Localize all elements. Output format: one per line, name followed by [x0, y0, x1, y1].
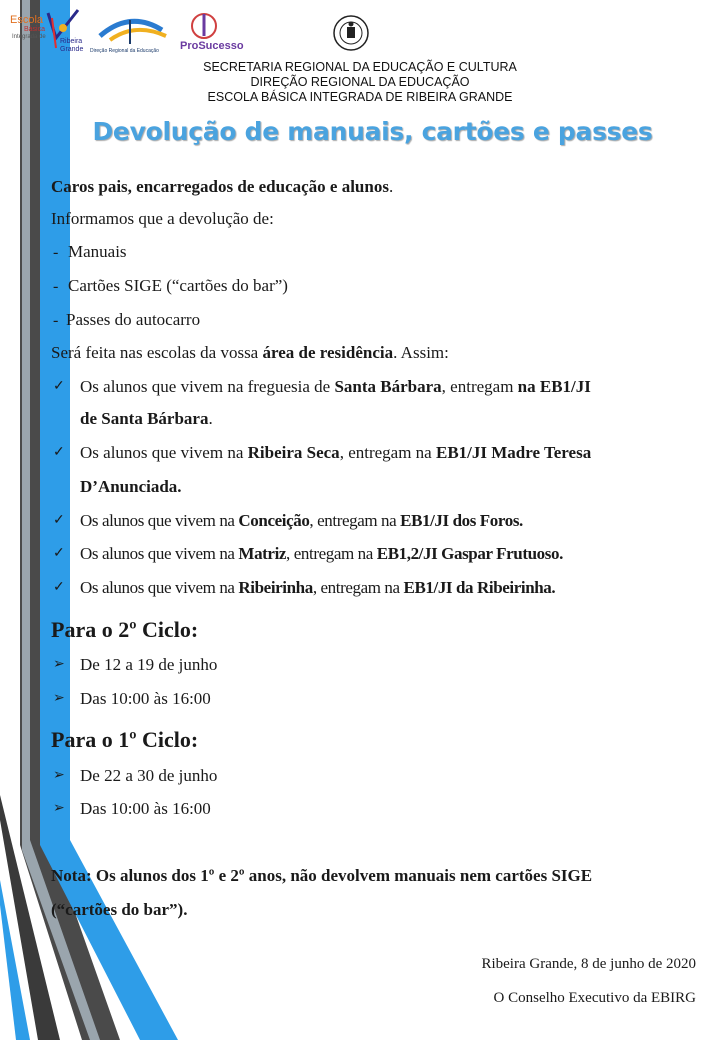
signature: O Conselho Executivo da EBIRG: [493, 990, 696, 1006]
check-icon: ✓: [53, 379, 65, 394]
entry-school: EB1/JI da Ribeirinha.: [403, 578, 556, 597]
entry-period: .: [208, 409, 213, 428]
entry-text: Os alunos que vivem na: [80, 578, 239, 597]
entry-parish: Matriz: [238, 544, 287, 563]
school-logo-text-2: Básica: [24, 26, 46, 33]
regional-education-logo-text: Direção Regional da Educação: [90, 48, 159, 54]
check-icon: ✓: [53, 445, 65, 460]
dash-marker: -: [53, 244, 59, 261]
school-entry-ribeira-seca-cont: [80, 477, 182, 497]
seal-graphic: [332, 14, 370, 52]
school-logo: [8, 8, 86, 56]
entry-parish: Santa Bárbara: [334, 377, 442, 396]
header-line-3: ESCOLA BÁSICA INTEGRADA DE RIBEIRA GRANDE: [207, 90, 513, 104]
check-icon: ✓: [53, 546, 65, 561]
list-item-manuais: Manuais: [68, 242, 127, 261]
entry-school: na EB1/JI: [517, 377, 591, 396]
entry-school-cont: D’Anunciada.: [80, 477, 182, 496]
list-item-passes: Passes do autocarro: [66, 310, 201, 329]
cycle2-hours: Das 10:00 às 16:00: [80, 689, 211, 708]
entry-text: , entregam na: [312, 578, 404, 597]
cycle2-dates: De 12 a 19 de junho: [80, 655, 218, 674]
entry-text: , entregam na: [286, 544, 377, 563]
cycle1-hours: Das 10:00 às 16:00: [80, 799, 211, 818]
entry-text: Os alunos que vivem na: [80, 443, 248, 462]
school-logo-text-1: Escola: [10, 14, 44, 26]
residence-post: . Assim:: [393, 343, 449, 362]
entry-text: , entregam na: [309, 511, 401, 530]
entry-text: Os alunos que vivem na: [80, 544, 239, 563]
date-line: Ribeira Grande, 8 de junho de 2020: [481, 956, 696, 972]
entry-school: EB1,2/JI Gaspar Frutuoso.: [376, 544, 563, 563]
entry-parish: Ribeirinha: [238, 578, 313, 597]
school-logo-text-4: Ribeira: [60, 38, 83, 45]
entry-parish: Ribeira Seca: [247, 443, 340, 462]
entry-parish: Conceição: [238, 511, 310, 530]
arrow-bullet-icon: ➢: [53, 657, 65, 672]
header-line-2: DIREÇÃO REGIONAL DA EDUCAÇÃO: [250, 75, 470, 89]
school-entry-conceicao: [80, 511, 523, 531]
logo-row: [8, 8, 708, 58]
dash-marker: -: [53, 312, 59, 329]
entry-school-cont: de Santa Bárbara: [80, 409, 209, 428]
list-item-cartoes: Cartões SIGE (“cartões do bar”): [68, 276, 288, 295]
check-icon: ✓: [53, 513, 65, 528]
note-line-1: Nota: Os alunos dos 1º e 2º anos, não devolvem manuais nem cartões SIGE: [51, 866, 593, 885]
residence-pre: Será feita nas escolas da vossa: [51, 343, 263, 362]
school-entry-ribeirinha: [80, 578, 555, 598]
entry-text: Os alunos que vivem na: [80, 511, 239, 530]
entry-text: , entregam: [441, 377, 518, 396]
azores-coat-of-arms-seal: [332, 14, 370, 52]
institution-header: [0, 60, 720, 105]
school-logo-text-3: Integrada de: [12, 34, 46, 40]
dash-marker: -: [53, 278, 59, 295]
cycle1-heading: Para o 1º Ciclo:: [51, 727, 199, 752]
check-icon: ✓: [53, 580, 65, 595]
header-line-1: SECRETARIA REGIONAL DA EDUCAÇÃO E CULTURA: [203, 60, 517, 74]
entry-school: EB1/JI dos Foros.: [400, 511, 523, 530]
regional-education-logo-graphic: [90, 14, 174, 48]
school-logo-text-5: Grande: [60, 46, 84, 53]
prosucesso-logo: [176, 10, 248, 56]
school-entry-santa-barbara-cont: [80, 409, 213, 429]
arrow-bullet-icon: ➢: [53, 768, 65, 783]
entry-text: Os alunos que vivem na freguesia de: [80, 377, 335, 396]
greeting-text: Caros pais, encarregados de educação e alunos: [51, 177, 389, 196]
greeting: Caros pais, encarregados de educação e alunos.: [51, 177, 394, 196]
prosucesso-logo-text: ProSucesso: [180, 40, 244, 52]
school-entry-ribeira-seca: [80, 443, 591, 463]
cycle1-dates: De 22 a 30 de junho: [80, 766, 218, 785]
page-title: Devolução de manuais, cartões e passes: [92, 117, 653, 146]
residence-bold: área de residência: [262, 343, 394, 362]
note-line-2: (“cartões do bar”).: [51, 900, 188, 919]
residence-sentence: [51, 343, 449, 363]
arrow-bullet-icon: ➢: [53, 801, 65, 816]
entry-school: EB1/JI Madre Teresa: [435, 443, 592, 462]
school-entry-santa-barbara: [80, 377, 591, 397]
entry-text: , entregam na: [339, 443, 436, 462]
school-entry-matriz: [80, 544, 563, 564]
prosucesso-logo-graphic: [188, 10, 218, 40]
cycle2-heading: Para o 2º Ciclo:: [51, 617, 199, 642]
intro-text: Informamos que a devolução de:: [51, 209, 274, 228]
arrow-bullet-icon: ➢: [53, 691, 65, 706]
regional-education-logo: [90, 14, 174, 58]
